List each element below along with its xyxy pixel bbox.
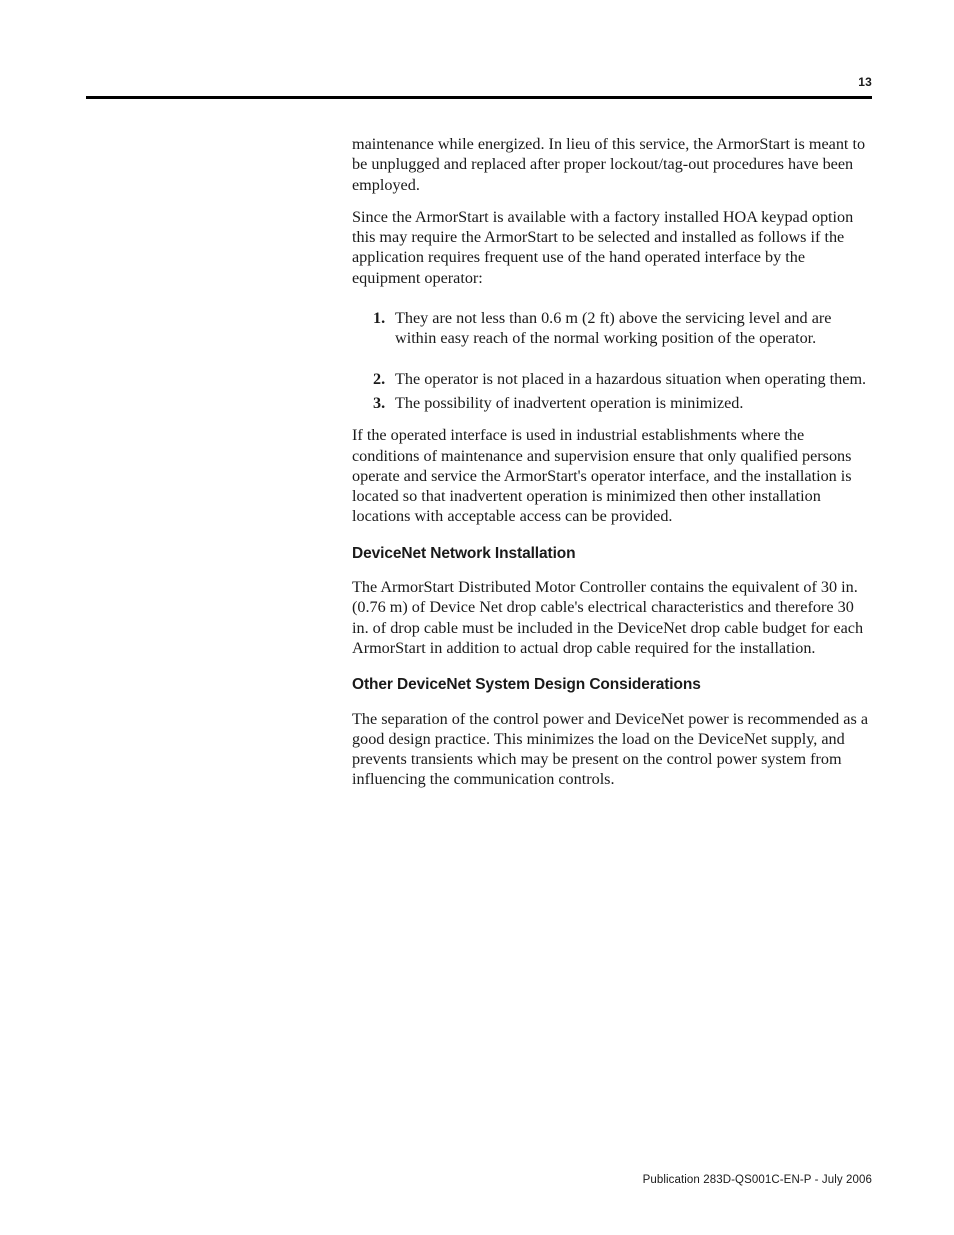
paragraph-maintenance: maintenance while energized. In lieu of this service, the ArmorStart is meant to be unplugged and replaced after proper lockout/tag-out procedures have been employed. [352, 135, 866, 194]
publication-footer: Publication 283D-QS001C-EN-P - July 2006 [642, 1174, 872, 1186]
step-text: The operator is not placed in a hazardous situation when operating them. [395, 369, 867, 388]
paragraph-hoa-keypad: Since the ArmorStart is available with a factory installed HOA keypad option this may require the ArmorStart to be selected and installed as follows if the application requires frequent use of the hand operated interface by the equipment operator: [352, 207, 854, 287]
requirements-list [352, 308, 874, 413]
page-content [352, 134, 874, 802]
step-text: They are not less than 0.6 m (2 ft) above the servicing level and are within easy reach of the normal working position of the operator. [395, 309, 832, 348]
paragraph-devicenet-installation: The ArmorStart Distributed Motor Controller contains the equivalent of 30 in. (0.76 m) of Device Net drop cable's electrical characteristics and therefore 30 in. of drop cable must be included in the DeviceNet drop cable budget for each ArmorStart in addition to actual drop cable required for the installation. [352, 578, 864, 657]
step-text: The possibility of inadvertent operation is minimized. [395, 393, 744, 412]
step-number: 3. [373, 393, 386, 412]
section-heading-design-considerations: Other DeviceNet System Design Considerations [352, 676, 701, 694]
step-number: 1. [373, 309, 386, 328]
step-number: 2. [373, 369, 386, 388]
list-item [352, 369, 874, 389]
list-item [352, 393, 874, 413]
header-rule [86, 96, 872, 99]
page-number: 13 [858, 75, 872, 89]
section-heading-devicenet-installation: DeviceNet Network Installation [352, 544, 576, 562]
paragraph-operated-interface: If the operated interface is used in industrial establishments where the conditions of maintenance and supervision ensure that only qualified persons operate and service the ArmorStart's operator interface, and the installation is located so that inadvertent operation is minimized then other installation locations with acceptable access can be provided. [352, 426, 852, 526]
list-item [352, 308, 874, 349]
paragraph-design-considerations: The separation of the control power and DeviceNet power is recommended as a good design practice. This minimizes the load on the DeviceNet supply, and prevents transients which may be present on the control power system from influencing the communication controls. [352, 709, 869, 789]
